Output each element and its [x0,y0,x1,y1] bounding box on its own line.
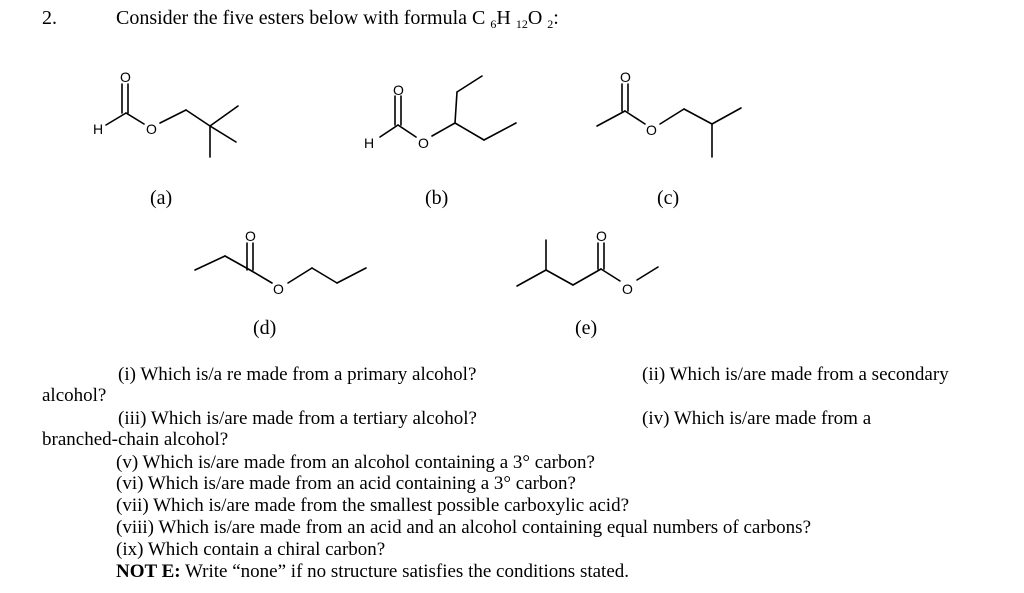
note [116,561,629,582]
structure-a [93,69,238,157]
atom-oxygen: O [146,121,157,137]
question-ix: (ix) Which contain a chiral carbon? [116,539,386,560]
atom-oxygen: O [273,281,284,297]
structure-label-c: (c) [657,187,680,209]
atom-oxygen: O [245,228,256,244]
formula-o: O [527,7,543,29]
atom-oxygen: O [393,82,404,98]
bond [546,270,573,285]
question-vi: (vi) Which is/are made from an acid containing a 3° carbon? [116,473,576,494]
atom-oxygen: O [646,122,657,138]
bond [455,92,457,123]
formula-sub-c: 6 [490,17,497,31]
structure-label-e: (e) [575,317,598,339]
question-i: (i) Which is/a re made from a primary alcohol? [118,364,477,385]
bond [337,268,366,283]
bond [637,267,658,280]
atom-oxygen: O [418,135,429,151]
bond [712,108,741,124]
question-viii: (viii) Which is/are made from an acid and an alcohol containing equal numbers of carbons? [116,517,812,538]
structure-e [517,228,658,297]
atom-hydrogen: H [93,121,104,137]
bond [455,123,484,140]
structure-c [597,69,741,157]
bond [210,106,238,126]
bond [660,109,684,124]
bond [684,109,712,124]
bond [186,110,210,126]
structure-b [364,76,516,151]
bond [288,268,312,283]
prompt-colon: : [553,7,559,29]
note-label: NOT E: [116,561,181,582]
question-iii: (iii) Which is/are made from a tertiary alcohol? [118,408,477,429]
question-v: (v) Which is/are made from an alcohol containing a 3° carbon? [116,452,595,473]
bond [517,270,546,286]
prompt-text: Consider the five esters below with formula C [116,7,486,29]
bond [573,269,601,285]
structure-d [195,228,366,297]
bond [126,113,144,124]
formula-sub-h: 12 [515,17,528,31]
formula-sub-o: 2 [547,17,554,31]
question-iv-continued: branched-chain alcohol? [42,429,229,450]
structure-label-d: (d) [253,317,277,339]
bond [250,270,272,283]
bond [210,126,236,142]
question-vii: (vii) Which is/are made from the smallest possible carboxylic acid? [116,495,630,516]
note-text: Write “none” if no structure satisfies the conditions stated. [180,561,630,582]
bond [195,256,225,270]
question-ii: (ii) Which is/are made from a secondary [642,364,949,385]
bond [398,125,416,137]
atom-oxygen: O [596,228,607,244]
bond [380,125,398,137]
atom-oxygen: O [620,69,631,85]
question-ii-continued: alcohol? [42,385,107,406]
bond [106,113,126,125]
bond [484,123,516,140]
bond [160,110,186,123]
bond [457,76,482,92]
bond [432,123,455,136]
question-iv: (iv) Which is/are made from a [642,408,872,429]
question-number: 2. [42,7,57,29]
bond [597,111,625,126]
atom-oxygen: O [622,281,633,297]
bond [625,111,645,124]
structure-label-b: (b) [425,187,449,209]
structure-label-a: (a) [150,187,173,209]
bond [601,269,620,281]
atom-oxygen: O [120,69,131,85]
bond [312,268,337,283]
atom-hydrogen: H [364,135,375,151]
formula-h: H [496,7,511,29]
